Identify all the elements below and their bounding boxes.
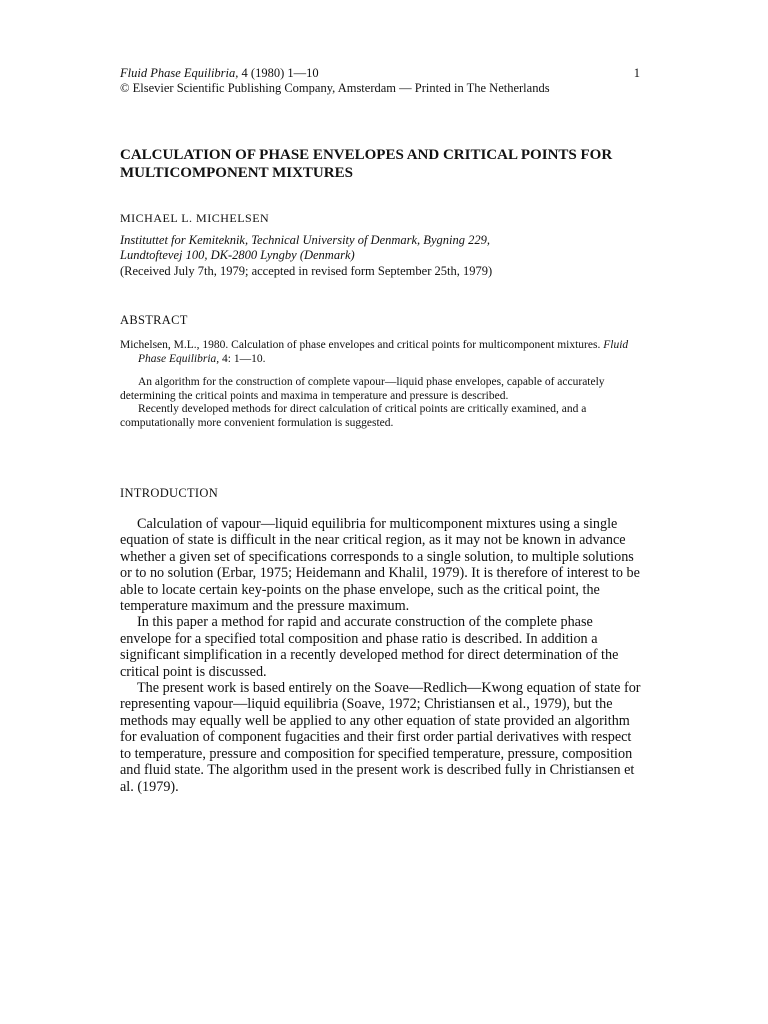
abstract-block bbox=[120, 339, 640, 430]
introduction-heading: INTRODUCTION bbox=[120, 486, 219, 500]
intro-paragraph-1: Calculation of vapour—liquid equilibria for multicomponent mixtures using a single equation of state is difficult in the near critical region, as it may not be known in advance whether a given set of specifications corresponds to a single solution, to multiple solutions or to no solution (Erbar, 1975; Heidemann and Khalil, 1979). It is therefore of interest to be able to locate certain key-points on the phase envelope, such as the critical point, the temperature maximum and the pressure maximum. bbox=[120, 516, 640, 615]
author-name: MICHAEL L. MICHELSEN bbox=[120, 211, 270, 225]
article-title: CALCULATION OF PHASE ENVELOPES AND CRITICAL POINTS FOR MULTICOMPONENT MIXTURES bbox=[120, 147, 613, 181]
abstract-paragraph-2: Recently developed methods for direct calculation of critical points are critically examined, and a computationally more convenient formulation is suggested. bbox=[120, 403, 587, 429]
abstract-heading: ABSTRACT bbox=[120, 313, 188, 327]
citation-lead: Michelsen, M.L., 1980. Calculation of phase envelopes and critical points for multicomponent mixtures. bbox=[120, 339, 604, 351]
journal-citation-line bbox=[120, 66, 640, 81]
citation-journal: Fluid Phase Equilibria, bbox=[138, 339, 629, 365]
journal-name: Fluid Phase Equilibria, bbox=[120, 66, 239, 80]
introduction-body bbox=[120, 516, 644, 795]
abstract-citation bbox=[120, 339, 640, 366]
author-affiliation bbox=[120, 233, 640, 263]
received-dates: (Received July 7th, 1979; accepted in revised form September 25th, 1979) bbox=[120, 264, 493, 278]
running-header bbox=[120, 66, 640, 96]
citation-tail: 4: 1—10. bbox=[219, 352, 266, 365]
page-number: 1 bbox=[633, 66, 640, 80]
affiliation-line-2: Lundtoftevej 100, DK-2800 Lyngby (Denmark) bbox=[120, 248, 355, 262]
intro-paragraph-2: In this paper a method for rapid and accurate construction of the complete phase envelope for a specified total composition and phase ratio is described. In addition a significant simplification in a recently developed method for direct determination of the critical point is discussed. bbox=[120, 614, 619, 680]
affiliation-line-1: Instituttet for Kemiteknik, Technical University of Denmark, Bygning 229, bbox=[120, 233, 490, 247]
intro-paragraph-3: The present work is based entirely on the Soave—Redlich—Kwong equation of state for representing vapour—liquid equilibria (Soave, 1972; Christiansen et al., 1979), but the methods may equally well be applied to any other equation of state provided an algorithm for evaluation of component fugacities and their first order partial derivatives with respect to temperature, pressure and composition for specified temperature, pressure, composition and fluid state. The algorithm used in the present work is described fully in Christiansen et al. (1979). bbox=[120, 680, 641, 795]
abstract-paragraph-1: An algorithm for the construction of complete vapour—liquid phase envelopes, capable of accurately determining the critical points and maxima in temperature and pressure is described. bbox=[120, 376, 605, 402]
journal-volume: 4 (1980) 1—10 bbox=[238, 66, 319, 80]
publisher-line: © Elsevier Scientific Publishing Company, Amsterdam — Printed in The Netherlands bbox=[120, 81, 550, 95]
